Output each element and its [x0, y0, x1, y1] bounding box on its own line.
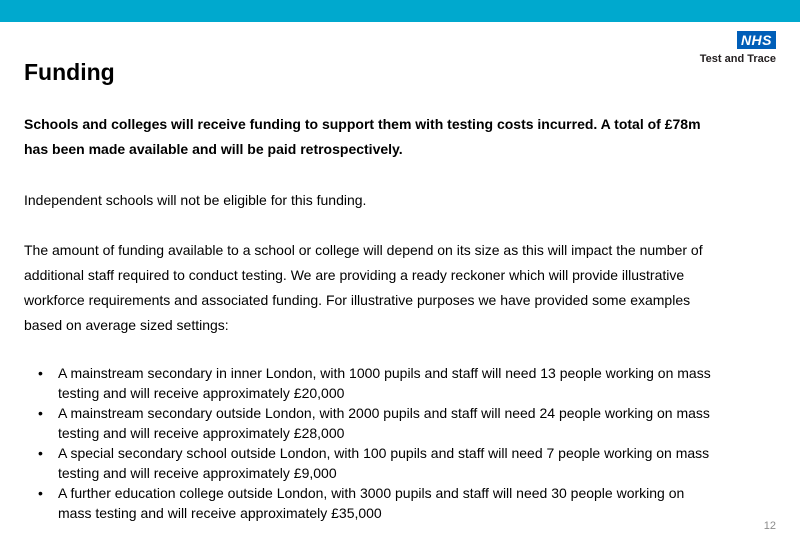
- nhs-test-and-trace-logo: [676, 31, 776, 66]
- list-item: [24, 443, 714, 483]
- bullet-icon: •: [38, 365, 43, 381]
- slide-content: [24, 112, 714, 523]
- bullet-icon: •: [38, 445, 43, 461]
- bullet-icon: •: [38, 485, 43, 501]
- nhs-logo: NHS: [737, 31, 776, 49]
- list-item: [24, 483, 714, 523]
- list-item-text: A further education college outside London, with 3000 pupils and staff will need 30 people working on mass testing and will receive approximately £35,000: [58, 485, 685, 521]
- bullet-icon: •: [38, 405, 43, 421]
- list-item-text: A special secondary school outside London, with 100 pupils and staff will need 7 people working on mass testing and will receive approximately £9,000: [58, 445, 710, 481]
- body-paragraph: The amount of funding available to a school or college will depend on its size as this will impact the number of additional staff required to conduct testing. We are providing a ready reckoner which will provide illustrative workforce requirements and associated funding. For illustrative purposes we have provided some examples based on average sized settings:: [24, 242, 703, 333]
- list-item: [24, 363, 714, 403]
- page-number: 12: [763, 520, 776, 532]
- lead-paragraph: Schools and colleges will receive funding to support them with testing costs incurred. A total of £78m has been made available and will be paid retrospectively.: [24, 116, 701, 157]
- list-item-text: A mainstream secondary outside London, with 2000 pupils and staff will need 24 people working on mass testing and will receive approximately £28,000: [58, 405, 710, 441]
- list-item: [24, 403, 714, 443]
- logo-subtitle: Test and Trace: [699, 53, 776, 65]
- header-accent-bar: [0, 0, 800, 22]
- independent-schools-note: Independent schools will not be eligible for this funding.: [24, 192, 367, 208]
- list-item-text: A mainstream secondary in inner London, with 1000 pupils and staff will need 13 people working on mass testing and will receive approximately £20,000: [58, 365, 711, 401]
- slide-title: Funding: [24, 59, 115, 85]
- examples-list: [24, 363, 714, 523]
